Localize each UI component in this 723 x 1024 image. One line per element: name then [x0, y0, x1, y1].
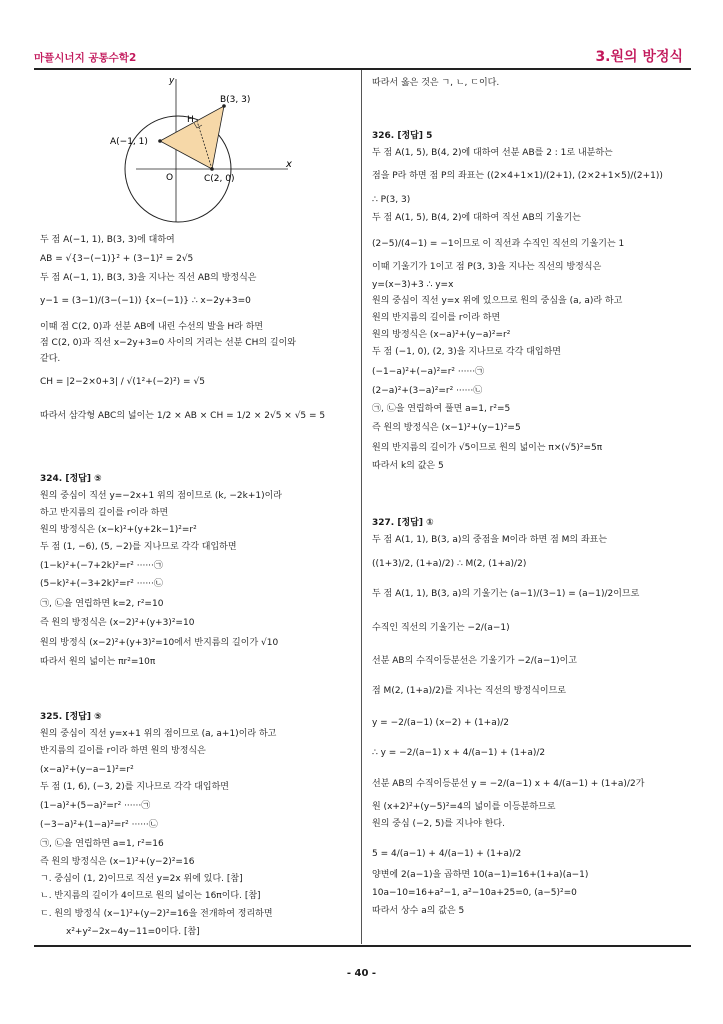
p323-line: 따라서 삼각형 ABC의 넓이는 1/2 × AB × CH = 1/2 × 2√5 × √5 = 5: [40, 411, 326, 421]
p324-line: 즉 원의 방정식은 (x−2)²+(y+3)²=10: [40, 618, 195, 628]
p325-line: 즉 원의 방정식은 (x−1)²+(y−2)²=16: [40, 857, 195, 867]
p327-line: 원 (x+2)²+(y−5)²=4의 넓이를 이등분하므로: [372, 802, 556, 812]
p325-line: x²+y²−2x−4y−11=0이다. [참]: [66, 927, 200, 937]
p326-line: 원의 방정식은 (x−a)²+(y−a)²=r²: [372, 330, 511, 340]
label-a: A(−1, 1): [110, 137, 148, 147]
p326-answer: 326. [정답] 5: [372, 131, 433, 141]
p326-line: y=(x−3)+3 ∴ y=x: [372, 280, 454, 290]
p325-line: ㄷ. 원의 방정식 (x−1)²+(y−2)²=16을 전개하여 정리하면: [40, 909, 273, 919]
label-x: x: [286, 159, 292, 170]
header-chapter-title: 3.원의 방정식: [595, 49, 683, 65]
p324-line: ㉠, ㉡을 연립하면 k=2, r²=10: [40, 599, 164, 609]
p327-line: 선분 AB의 수직이등분선 y = −2/(a−1) x + 4/(a−1) + (1+a)/2가: [372, 779, 645, 789]
p324-line: (5−k)²+(−3+2k)²=r² ······㉡: [40, 579, 163, 589]
p327-line: 두 점 A(1, 1), B(3, a)의 중점을 M이라 하면 점 M의 좌표는: [372, 535, 608, 545]
p323-line: CH = |2−2×0+3| / √(1²+(−2)²) = √5: [40, 377, 205, 387]
p326-line: 즉 원의 방정식은 (x−1)²+(y−1)²=5: [372, 423, 521, 433]
label-b: B(3, 3): [220, 95, 251, 105]
coordinate-figure: [96, 74, 306, 224]
p325-line: ㄴ. 반지름의 길이가 4이므로 원의 넓이는 16π이다. [참]: [40, 891, 261, 901]
label-c: C(2, 0): [204, 174, 235, 184]
point-a: [158, 139, 162, 143]
p326-line: 두 점 A(1, 5), B(4, 2)에 대하여 직선 AB의 기울기는: [372, 213, 581, 223]
p326-line: ∴ P(3, 3): [372, 195, 411, 205]
p325-conclusion: 따라서 옳은 것은 ㄱ, ㄴ, ㄷ이다.: [372, 78, 500, 88]
header-book-title: 마플시너지 공통수학2: [34, 52, 137, 64]
p325-line: (1−a)²+(5−a)²=r² ······㉠: [40, 801, 151, 811]
p327-line: y = −2/(a−1) (x−2) + (1+a)/2: [372, 718, 509, 728]
p325-line: (x−a)²+(y−a−1)²=r²: [40, 765, 134, 775]
header-rule: [34, 68, 691, 70]
p327-answer: 327. [정답] ①: [372, 518, 434, 528]
p324-line: 원의 방정식은 (x−k)²+(y+2k−1)²=r²: [40, 525, 197, 535]
p326-line: 원의 반지름의 길이가 √5이므로 원의 넓이는 π×(√5)²=5π: [372, 443, 603, 453]
p326-line: (−1−a)²+(−a)²=r² ······㉠: [372, 367, 485, 377]
p327-line: ∴ y = −2/(a−1) x + 4/(a−1) + (1+a)/2: [372, 748, 546, 758]
label-o: O: [166, 173, 174, 183]
page-number: - 40 -: [346, 968, 377, 979]
p327-line: 10a−10=16+a²−1, a²−10a+25=0, (a−5)²=0: [372, 888, 577, 898]
p325-answer: 325. [정답] ⑤: [40, 712, 102, 722]
p327-line: 선분 AB의 수직이등분선은 기울기가 −2/(a−1)이고: [372, 656, 577, 666]
p326-line: 원의 중심이 직선 y=x 위에 있으므로 원의 중심을 (a, a)라 하고: [372, 296, 623, 306]
p326-line: 이때 기울기가 1이고 점 P(3, 3)을 지나는 직선의 방정식은: [372, 262, 602, 272]
p323-line: 이때 점 C(2, 0)과 선분 AB에 내린 수선의 발을 H라 하면: [40, 322, 264, 332]
p324-line: 따라서 원의 넓이는 πr²=10π: [40, 657, 156, 667]
p327-line: 두 점 A(1, 1), B(3, a)의 기울기는 (a−1)/(3−1) = (a−1)/2이므로: [372, 589, 640, 599]
p327-line: 원의 중심 (−2, 5)를 지나야 한다.: [372, 819, 505, 829]
p327-line: ((1+3)/2, (1+a)/2) ∴ M(2, (1+a)/2): [372, 559, 527, 569]
p324-answer: 324. [정답] ⑤: [40, 474, 102, 484]
p323-line: 같다.: [40, 354, 61, 364]
p323-line: 두 점 A(−1, 1), B(3, 3)을 지나는 직선 AB의 방정식은: [40, 273, 257, 283]
p324-line: (1−k)²+(−7+2k)²=r² ······㉠: [40, 561, 163, 571]
p326-line: 점을 P라 하면 점 P의 좌표는 ((2×4+1×1)/(2+1), (2×2+1×5)/(2+1)): [372, 171, 663, 181]
p326-line: 두 점 A(1, 5), B(4, 2)에 대하여 선분 AB를 2 : 1로 내분하는: [372, 148, 613, 158]
p325-line: ㉠, ㉡을 연립하면 a=1, r²=16: [40, 839, 164, 849]
p325-line: 원의 중심이 직선 y=x+1 위의 점이므로 (a, a+1)이라 하고: [40, 729, 277, 739]
label-h: H: [187, 115, 194, 125]
p324-line: 원의 방정식 (x−2)²+(y+3)²=10에서 반지름의 길이가 √10: [40, 638, 279, 648]
p326-line: (2−5)/(4−1) = −1이므로 이 직선과 수직인 직선의 기울기는 1: [372, 239, 625, 249]
p324-line: 하고 반지름의 길이를 r이라 하면: [40, 508, 169, 518]
p324-line: 원의 중심이 직선 y=−2x+1 위의 점이므로 (k, −2k+1)이라: [40, 491, 283, 501]
p325-line: 반지름의 길이를 r이라 하면 원의 방정식은: [40, 746, 206, 756]
p325-line: ㄱ. 중심이 (1, 2)이므로 직선 y=2x 위에 있다. [참]: [40, 874, 243, 884]
p323-line: 두 점 A(−1, 1), B(3, 3)에 대하여: [40, 235, 175, 245]
point-c: [210, 167, 214, 171]
p327-line: 따라서 상수 a의 값은 5: [372, 906, 465, 916]
p327-line: 5 = 4/(a−1) + 4/(a−1) + (1+a)/2: [372, 849, 522, 859]
p326-line: 원의 반지름의 길이를 r이라 하면: [372, 313, 501, 323]
p326-line: (2−a)²+(3−a)²=r² ······㉡: [372, 386, 483, 396]
label-y: y: [169, 76, 175, 86]
column-divider: [361, 70, 362, 944]
p324-line: 두 점 (1, −6), (5, −2)를 지나므로 각각 대입하면: [40, 542, 237, 552]
p326-line: 두 점 (−1, 0), (2, 3)을 지나므로 각각 대입하면: [372, 347, 561, 357]
p326-line: ㉠, ㉡을 연립하여 풀면 a=1, r²=5: [372, 404, 511, 414]
p327-line: 양변에 2(a−1)을 곱하면 10(a−1)=16+(1+a)(a−1): [372, 870, 589, 880]
p325-line: 두 점 (1, 6), (−3, 2)를 지나므로 각각 대입하면: [40, 782, 229, 792]
p327-line: 점 M(2, (1+a)/2)를 지나는 직선의 방정식이므로: [372, 686, 566, 696]
p323-line: 점 C(2, 0)과 직선 x−2y+3=0 사이의 거리는 선분 CH의 길이와: [40, 338, 296, 348]
p323-line: AB = √{3−(−1)}² + (3−1)² = 2√5: [40, 254, 194, 264]
p323-line: y−1 = (3−1)/(3−(−1)) {x−(−1)} ∴ x−2y+3=0: [40, 296, 251, 306]
p327-line: 수직인 직선의 기울기는 −2/(a−1): [372, 623, 510, 633]
footer-rule: [34, 945, 691, 947]
p325-line: (−3−a)²+(1−a)²=r² ······㉡: [40, 820, 158, 830]
p326-line: 따라서 k의 값은 5: [372, 461, 444, 471]
